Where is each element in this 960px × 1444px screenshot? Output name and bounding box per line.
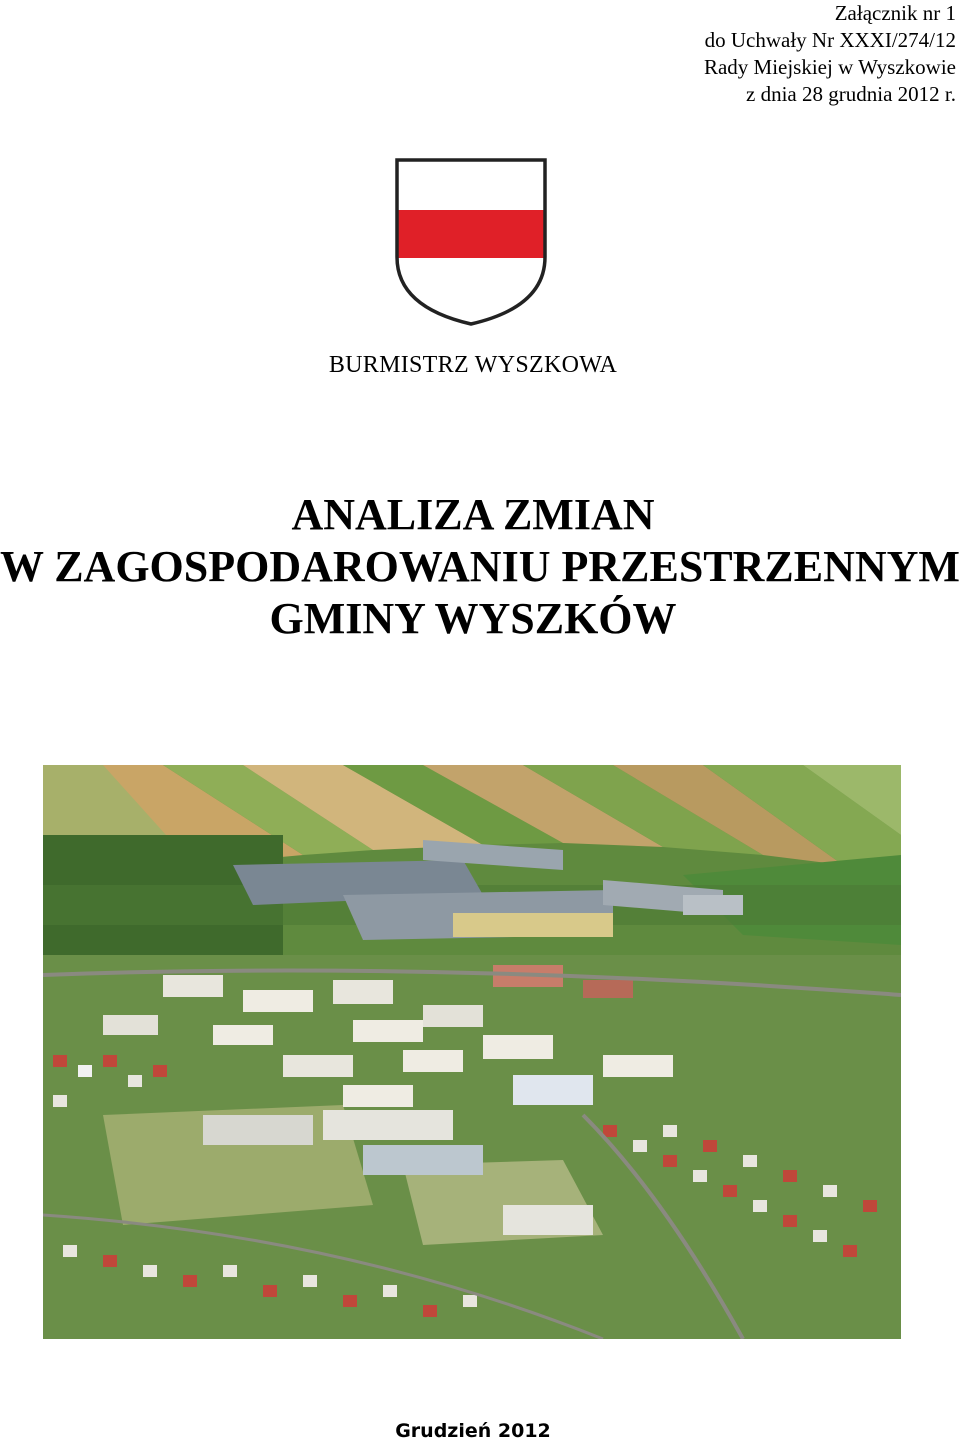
- resolution-date: z dnia 28 grudnia 2012 r.: [746, 82, 956, 106]
- document-date: Grudzień 2012: [395, 1420, 551, 1442]
- title-line-2: W ZAGOSPODAROWANIU PRZESTRZENNYM: [0, 542, 960, 591]
- resolution-number: do Uchwały Nr XXXI/274/12: [704, 28, 956, 52]
- council-name: Rady Miejskiej w Wyszkowie: [703, 55, 956, 79]
- document-title: [0, 489, 960, 645]
- attachment-header: [704, 0, 956, 108]
- author: BURMISTRZ WYSZKOWA: [328, 352, 618, 378]
- aerial-town-photo-icon: [43, 765, 901, 1339]
- title-line-3: GMINY WYSZKÓW: [269, 594, 677, 643]
- attachment-number: Załącznik nr 1: [834, 1, 956, 25]
- title-line-1: ANALIZA ZMIAN: [291, 490, 655, 539]
- coat-of-arms-icon: [394, 157, 548, 327]
